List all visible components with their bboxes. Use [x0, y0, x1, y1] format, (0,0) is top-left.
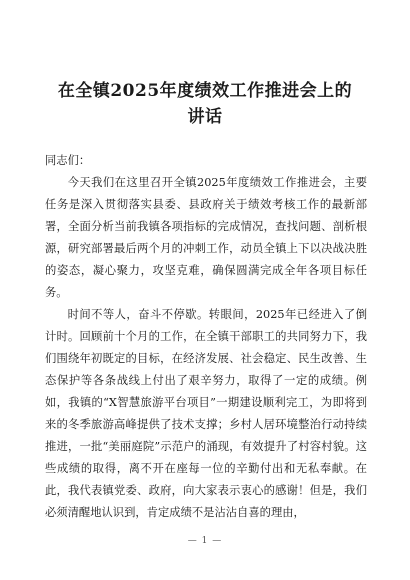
paragraph-1: 今天我们在这里召开全镇2025年度绩效工作推进会，主要任务是深入贯彻落实县委、县政府关于绩效考核工作的最新部署，全面分析当前我镇各项指标的完成情况，查找问题、剖析根源，研究部署最后两个月的冲刺工作，动员全镇上下以决战决胜的姿态，凝心聚力，攻坚克难，确保圆满完成全年各项目标任务。 — [45, 176, 367, 299]
document-title: 在全镇2025年度绩效工作推进会上的讲话 — [57, 81, 353, 127]
page-number: — 1 — — [187, 536, 223, 546]
salutation: 同志们： — [45, 154, 91, 167]
paragraph-2: 时间不等人，奋斗不停歇。转眼间，2025年已经进入了倒计时。回顾前十个月的工作，在全镇干部职工的共同努力下，我们围绕年初既定的目标，在经济发展、社会稳定、民生改善、生态保护等各条战线上付出了艰辛努力，取得了一定的成绩。例如，我镇的“X智慧旅游平台项目”一期建设顺利完工，为即将到来的冬季旅游高峰提供了技术支撑；乡村人居环境整治行动持续推进，一批“美丽庭院”示范户的涌现，有效提升了村容村貌。这些成绩的取得，离不开在座每一位的辛勤付出和无私奉献。在此，我代表镇党委、政府，向大家表示衷心的感谢！但是，我们必须清醒地认识到，肯定成绩不是沾沾自喜的理由， — [45, 308, 367, 519]
document-body — [45, 150, 367, 524]
